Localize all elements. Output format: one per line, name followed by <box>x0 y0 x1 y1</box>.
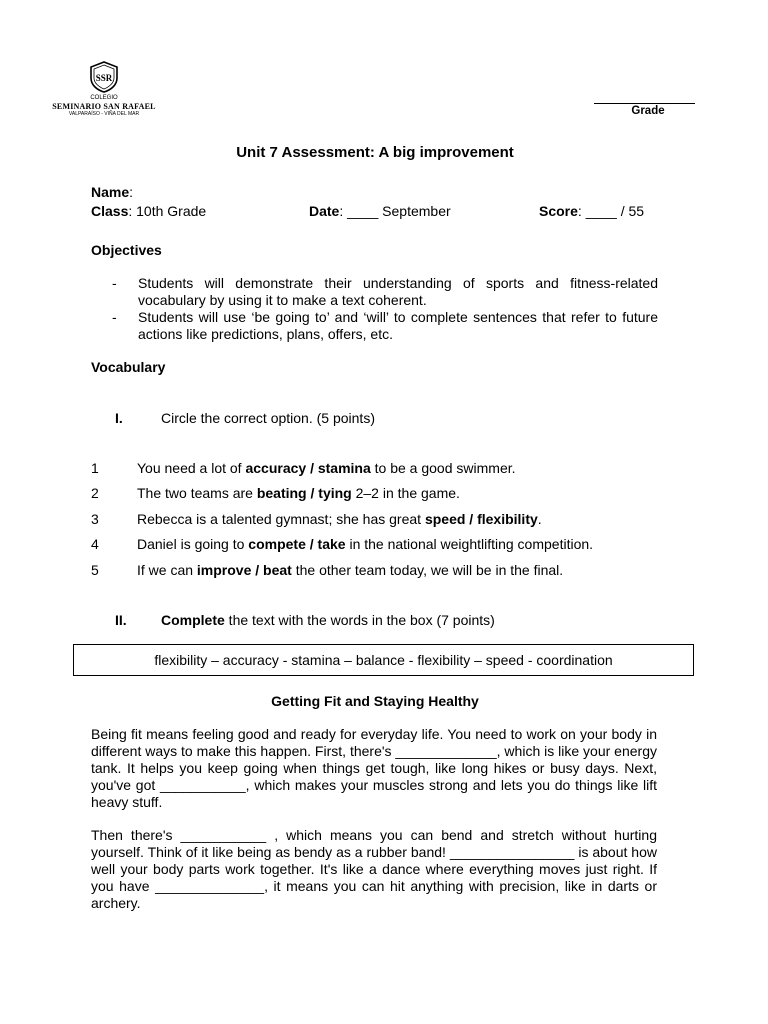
objectives-heading: Objectives <box>91 242 162 258</box>
logo-line-city: VALPARAÍSO - VIÑA DEL MAR <box>68 111 140 117</box>
word-box: flexibility – accuracy - stamina – balance - flexibility – speed - coordination <box>73 644 694 676</box>
reading-paragraph-2: Then there's ___________ , which means you can bend and stretch without hurting yourself. Think of it like being as bendy as a rubber band! ________________ is about how well your body parts work together. It's like a dance where everything moves just right. If you have ______________, it means you can hit anything with precision, like in darts or archery. <box>91 827 657 911</box>
class-field <box>91 203 206 219</box>
question-options[interactable]: speed / flexibility <box>424 511 538 527</box>
section-2-instruction-rest: the text with the words in the box (7 points) <box>224 612 495 628</box>
question-text-before: Daniel is going to <box>137 536 249 552</box>
question-row <box>91 536 593 552</box>
question-row <box>91 562 563 578</box>
objective-item <box>112 275 658 309</box>
objective-bullet: - <box>112 309 117 325</box>
name-label: Name <box>91 184 130 200</box>
page-title: Unit 7 Assessment: A big improvement <box>236 144 514 161</box>
objective-text: Students will use ‘be going to’ and ‘will’ to complete sentences that refer to future actions like predictions, plans, offers, etc. <box>138 309 658 342</box>
objective-item <box>112 309 658 343</box>
date-value: : ____ September <box>339 203 451 219</box>
grade-blank-line <box>594 103 695 104</box>
question-options[interactable]: improve / beat <box>196 562 292 578</box>
question-row <box>91 460 516 476</box>
question-text-before: You need a lot of <box>137 460 246 476</box>
question-number: 2 <box>91 485 99 501</box>
class-value: : 10th Grade <box>128 203 207 219</box>
reading-paragraph-1: Being fit means feeling good and ready for everyday life. You need to work on your body in different ways to make this happen. First, there's _____________, which is like your energy tank. It helps you keep going when things get tough, like long hikes or busy days. Next, you've got ___________, which makes your muscles strong and lets you do things like lift heavy stuff. <box>91 726 657 810</box>
question-row <box>91 485 460 501</box>
logo-line-school-name: SEMINARIO SAN RAFAEL <box>52 102 156 111</box>
logo-line-colegio: COLEGIO <box>90 95 118 101</box>
question-number: 1 <box>91 460 99 476</box>
crest-icon <box>87 60 121 94</box>
question-options[interactable]: accuracy / stamina <box>245 460 371 476</box>
question-number: 3 <box>91 511 99 527</box>
question-options[interactable]: compete / take <box>248 536 346 552</box>
question-options[interactable]: beating / tying <box>256 485 352 501</box>
section-1-numeral: I. <box>115 410 123 426</box>
objective-text: Students will demonstrate their understanding of sports and fitness-related vocabulary by using it to make a text coherent. <box>138 275 658 308</box>
question-row <box>91 511 542 527</box>
section-2-numeral: II. <box>115 612 127 628</box>
question-text-before: Rebecca is a talented gymnast; she has great <box>137 511 425 527</box>
question-number: 4 <box>91 536 99 552</box>
question-text-before: The two teams are <box>137 485 257 501</box>
score-field <box>539 203 644 219</box>
score-value: : ____ / 55 <box>577 203 645 219</box>
crest-monogram: SSR <box>95 73 113 83</box>
question-text-after: in the national weightlifting competition. <box>345 536 594 552</box>
grade-label: Grade <box>631 105 665 117</box>
section-2-instruction <box>161 612 495 628</box>
score-label: Score <box>539 203 578 219</box>
section-1-instruction: Circle the correct option. (5 points) <box>161 410 375 426</box>
objectives-list <box>112 275 658 343</box>
question-number: 5 <box>91 562 99 578</box>
question-text-after: . <box>537 511 542 527</box>
date-label: Date <box>309 203 340 219</box>
question-text-after: 2–2 in the game. <box>351 485 460 501</box>
reading-title: Getting Fit and Staying Healthy <box>271 693 479 709</box>
question-text-after: the other team today, we will be in the final. <box>291 562 564 578</box>
question-text-before: If we can <box>137 562 197 578</box>
date-field <box>309 203 451 219</box>
name-suffix: : <box>129 184 134 200</box>
vocabulary-heading: Vocabulary <box>91 359 166 375</box>
name-field <box>91 184 133 200</box>
school-logo <box>50 60 158 128</box>
section-2-instruction-bold: Complete <box>161 612 225 628</box>
objective-bullet: - <box>112 275 117 291</box>
class-label: Class <box>91 203 129 219</box>
question-text-after: to be a good swimmer. <box>370 460 516 476</box>
